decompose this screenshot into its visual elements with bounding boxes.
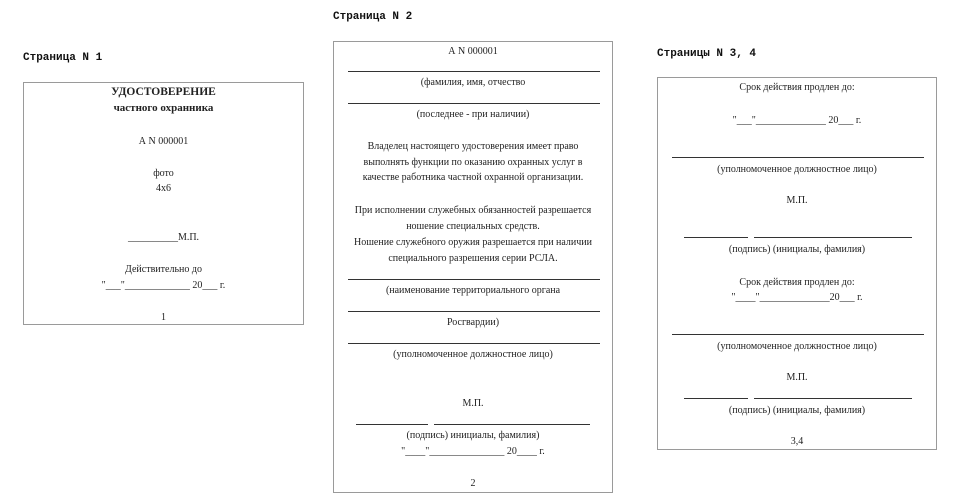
certificate-subtitle: частного охранника <box>113 102 214 114</box>
signature-label-2: (подпись) (инициалы, фамилия) <box>728 405 866 416</box>
signature-line-2 <box>684 398 748 399</box>
page-number: 2 <box>470 478 476 489</box>
weapon-text <box>348 235 598 266</box>
signature-label-1: (подпись) (инициалы, фамилия) <box>728 244 866 255</box>
territorial-label: (наименование территориального органа <box>385 285 561 296</box>
official-label-2: (уполномоченное должностное лицо) <box>717 341 877 352</box>
stamp-label: М.П. <box>462 398 484 409</box>
signature-date: "____"_______________ 20____ г. <box>401 446 545 457</box>
official-label-1: (уполномоченное должностное лицо) <box>717 164 877 175</box>
photo-label: фото <box>153 168 174 179</box>
territorial-line-2 <box>348 311 600 312</box>
rights-text <box>348 139 598 186</box>
page-number: 3,4 <box>790 436 804 447</box>
rosgvardia-label: Росгвардии) <box>446 317 500 328</box>
initials-line <box>434 424 590 425</box>
extension-label-1: Срок действия продлен до: <box>739 82 855 93</box>
rights-paragraph-2: При исполнении служебных обязанностей разрешается ношение специальных средств. <box>354 205 592 232</box>
page-number: 1 <box>161 312 166 323</box>
fio-line-2 <box>348 103 600 104</box>
page-1-heading: Страница N 1 <box>23 52 103 64</box>
initials-line-2 <box>754 398 912 399</box>
territorial-line <box>348 279 600 280</box>
page-2-heading: Страница N 2 <box>333 11 413 23</box>
extension-date-2: "____"______________20___ г. <box>731 292 863 303</box>
certificate-title: УДОСТОВЕРЕНИЕ <box>111 86 216 98</box>
official-label: (уполномоченное должностное лицо) <box>393 349 553 360</box>
stamp-label-2: М.П. <box>786 372 808 383</box>
extension-date-1: "___"______________ 20___ г. <box>732 115 862 126</box>
special-means-text <box>348 203 598 234</box>
certificate-number: А N 000001 <box>138 136 189 147</box>
photo-size: 4x6 <box>156 183 171 194</box>
stamp-line: __________М.П. <box>127 232 200 243</box>
rights-paragraph-1: Владелец настоящего удостоверения имеет право выполнять функции по оказанию охранных услуг в качестве работника частной охранной организации. <box>362 141 584 183</box>
page-1-card <box>23 82 304 325</box>
official-line <box>348 343 600 344</box>
signature-line <box>356 424 428 425</box>
fio-label: (фамилия, имя, отчество <box>420 77 526 88</box>
page-2-card <box>333 41 613 493</box>
certificate-number: А N 000001 <box>448 46 498 57</box>
stamp-label-1: М.П. <box>786 195 808 206</box>
page-34-card <box>657 77 937 450</box>
extension-label-2: Срок действия продлен до: <box>739 277 855 288</box>
initials-line-1 <box>754 237 912 238</box>
page-34-heading: Страницы N 3, 4 <box>657 48 757 60</box>
patronymic-note: (последнее - при наличии) <box>416 109 530 120</box>
valid-until-label: Действительно до <box>125 264 202 275</box>
signature-line-1 <box>684 237 748 238</box>
rights-paragraph-3: Ношение служебного оружия разрешается при наличии специального разрешения серии РСЛА. <box>354 237 592 264</box>
official-line-2 <box>672 334 924 335</box>
official-line-1 <box>672 157 924 158</box>
valid-until-date: "___"_____________ 20___ г. <box>101 280 226 291</box>
signature-label: (подпись) инициалы, фамилия) <box>406 430 540 441</box>
fio-line <box>348 71 600 72</box>
